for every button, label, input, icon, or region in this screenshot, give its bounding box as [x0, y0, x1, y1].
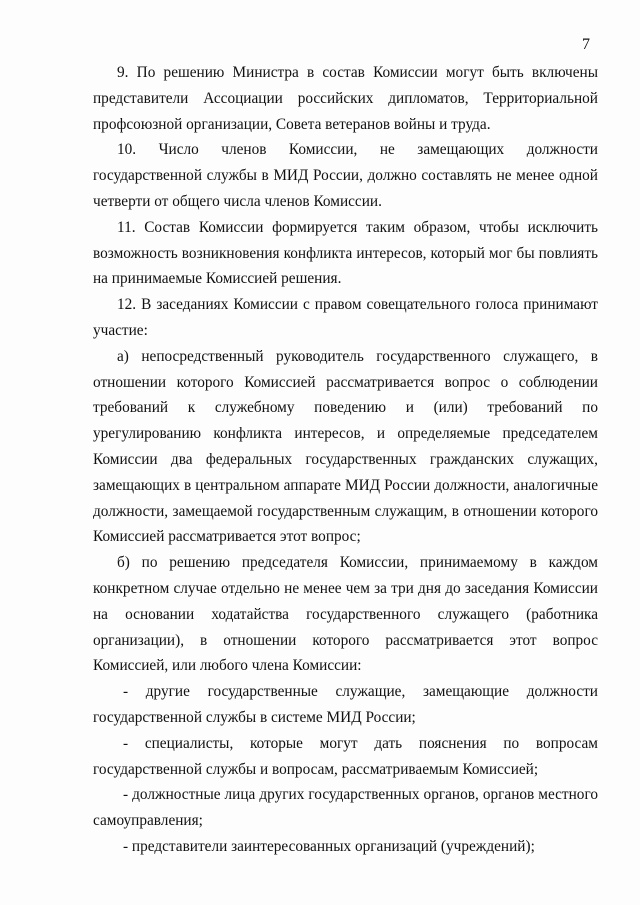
- paragraph-10: 10. Число членов Комиссии, не замещающих должности государственной службы в МИД России, должно составлять не менее одной четверти от общего числа членов Комиссии.: [93, 141, 598, 210]
- list-item-civil-servants: - другие государственные служащие, замещающие должности государственной службы в системе МИД России;: [93, 683, 598, 726]
- document-body: [93, 60, 598, 860]
- paragraph-12-a: а) непосредственный руководитель государственного служащего, в отношении которого Комиссией рассматривается вопрос о соблюдении требований к служебному поведению и (или) требований по урегулированию конфликта интересов, и определяемые председателем Комиссии два федеральных государственных гражданских служащих, замещающих в центральном аппарате МИД России должности, аналогичные должности, замещаемой государственным служащим, в отношении которого Комиссией рассматривается этот вопрос;: [93, 347, 598, 546]
- paragraph-9: 9. По решению Министра в состав Комиссии могут быть включены представители Ассоциации российских дипломатов, Территориальной профсоюзной организации, Совета ветеранов войны и труда.: [93, 64, 598, 133]
- list-item-officials: - должностные лица других государственных органов, органов местного самоуправления;: [93, 786, 598, 830]
- list-item-specialists: - специалисты, которые могут дать пояснения по вопросам государственной службы и вопросам, рассматриваемым Комиссией;: [93, 734, 598, 778]
- page-number: 7: [582, 36, 590, 53]
- paragraph-11: 11. Состав Комиссии формируется таким образом, чтобы исключить возможность возникновения конфликта интересов, который мог бы повлиять на принимаемые Комиссией решения.: [93, 218, 598, 288]
- paragraph-12: 12. В заседаниях Комиссии с правом совещательного голоса принимают участие:: [93, 296, 598, 339]
- paragraph-12-b: б) по решению председателя Комиссии, принимаемому в каждом конкретном случае отдельно не менее чем за три дня до заседания Комиссии на основании ходатайства государственного служащего (работника организации), в отношении которого рассматривается этот вопрос Комиссией, или любого члена Комиссии:: [93, 554, 598, 675]
- list-item-organizations: - представители заинтересованных организаций (учреждений);: [123, 837, 535, 855]
